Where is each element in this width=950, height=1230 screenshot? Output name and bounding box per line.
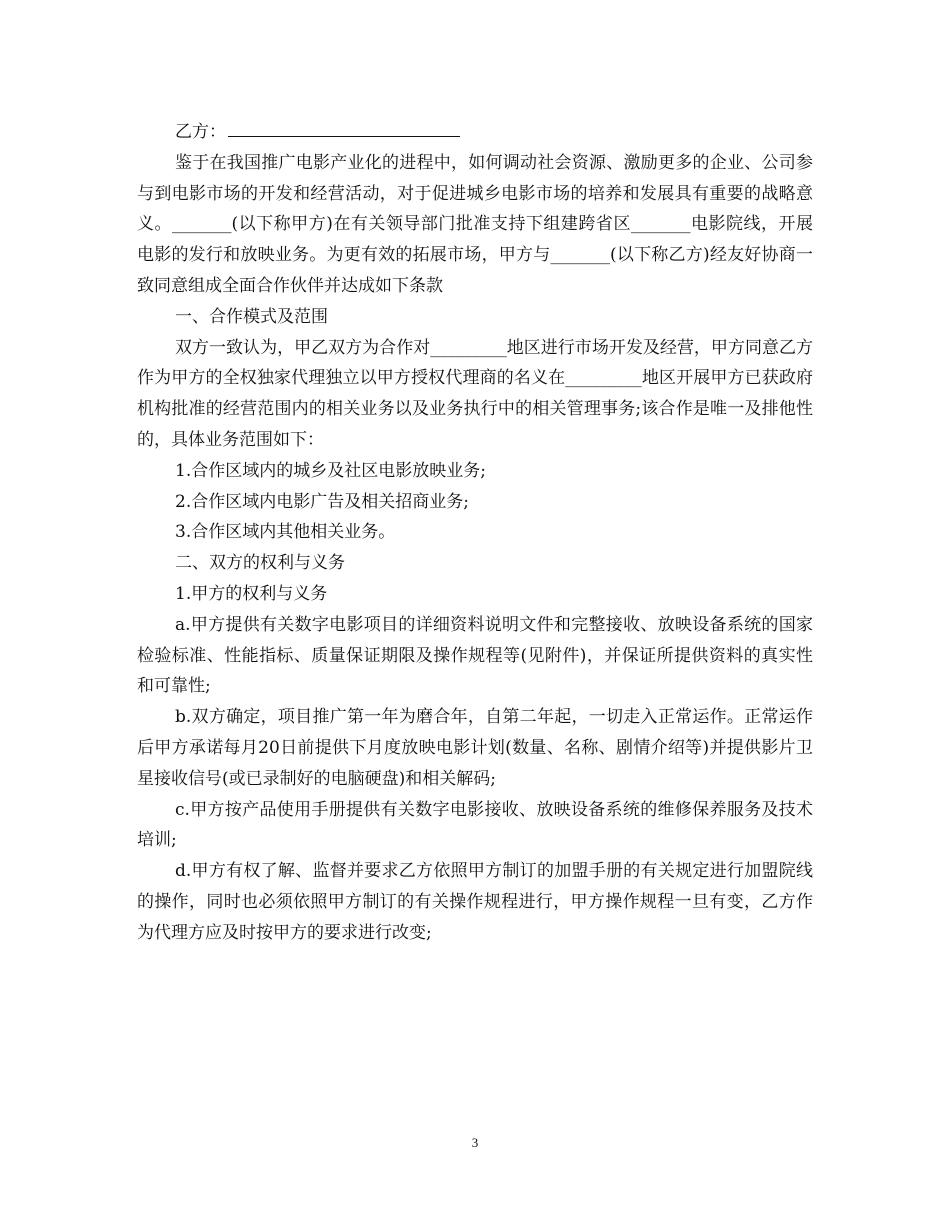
subsection-heading-party-a: 1.甲方的权利与义务 <box>175 583 328 604</box>
clause-a: a.甲方提供有关数字电影项目的详细资料说明文件和完整接收、放映设备系统的国家检验标准、性能指标、质量保证期限及操作规程等(见附件)，并保证所提供资料的真实性和可靠性; <box>137 614 813 697</box>
scope-item-3: 3.合作区域内其他相关业务。 <box>175 522 396 543</box>
scope-item-2: 2.合作区域内电影广告及相关招商业务; <box>175 491 469 512</box>
document-body <box>137 117 813 949</box>
section-heading-rights-obligations: 二、双方的权利与义务 <box>175 553 345 574</box>
preamble-paragraph: 鉴于在我国推广电影产业化的进程中，如何调动社会资源、激励更多的企业、公司参与到电影市场的开发和经营活动，对于促进城乡电影市场的培养和发展具有重要的战略意义。_______(以下称甲方)在有关领导部门批准支持下组建跨省区_______电影院线，开展电影的发行和放映业务。为更有效的拓展市场，甲方与_______(以下称乙方)经友好协商一致同意组成全面合作伙伴并达成如下条款 <box>137 152 813 296</box>
party-b-line <box>137 117 813 148</box>
page-number: 3 <box>471 1135 479 1150</box>
party-b-label: 乙方： <box>175 122 226 142</box>
party-b-signature-blank <box>228 119 460 137</box>
section-heading-cooperation-mode: 一、合作模式及范围 <box>175 306 328 327</box>
clause-b: b.双方确定，项目推广第一年为磨合年，自第二年起，一切走入正常运作。正常运作后甲方承诺每月20日前提供下月度放映电影计划(数量、名称、剧情介绍等)并提供影片卫星接收信号(或已录制好的电脑硬盘)和相关解码; <box>137 707 813 789</box>
clause-c: c.甲方按产品使用手册提供有关数字电影接收、放映设备系统的维修保养服务及技术培训; <box>137 799 813 851</box>
scope-item-1: 1.合作区域内的城乡及社区电影放映业务; <box>175 460 486 481</box>
cooperation-scope-paragraph: 双方一致认为，甲乙双方为合作对_________地区进行市场开发及经营，甲方同意乙方作为甲方的全权独家代理独立以甲方授权代理商的名义在_________地区开展甲方已获政府机构批准的经营范围内的相关业务以及业务执行中的相关管理事务;该合作是唯一及排他性的，具体业务范围如下： <box>137 337 813 450</box>
clause-d: d.甲方有权了解、监督并要求乙方依照甲方制订的加盟手册的有关规定进行加盟院线的操作，同时也必须依照甲方制订的有关操作规程进行，甲方操作规程一旦有变，乙方作为代理方应及时按甲方的要求进行改变; <box>137 861 813 943</box>
